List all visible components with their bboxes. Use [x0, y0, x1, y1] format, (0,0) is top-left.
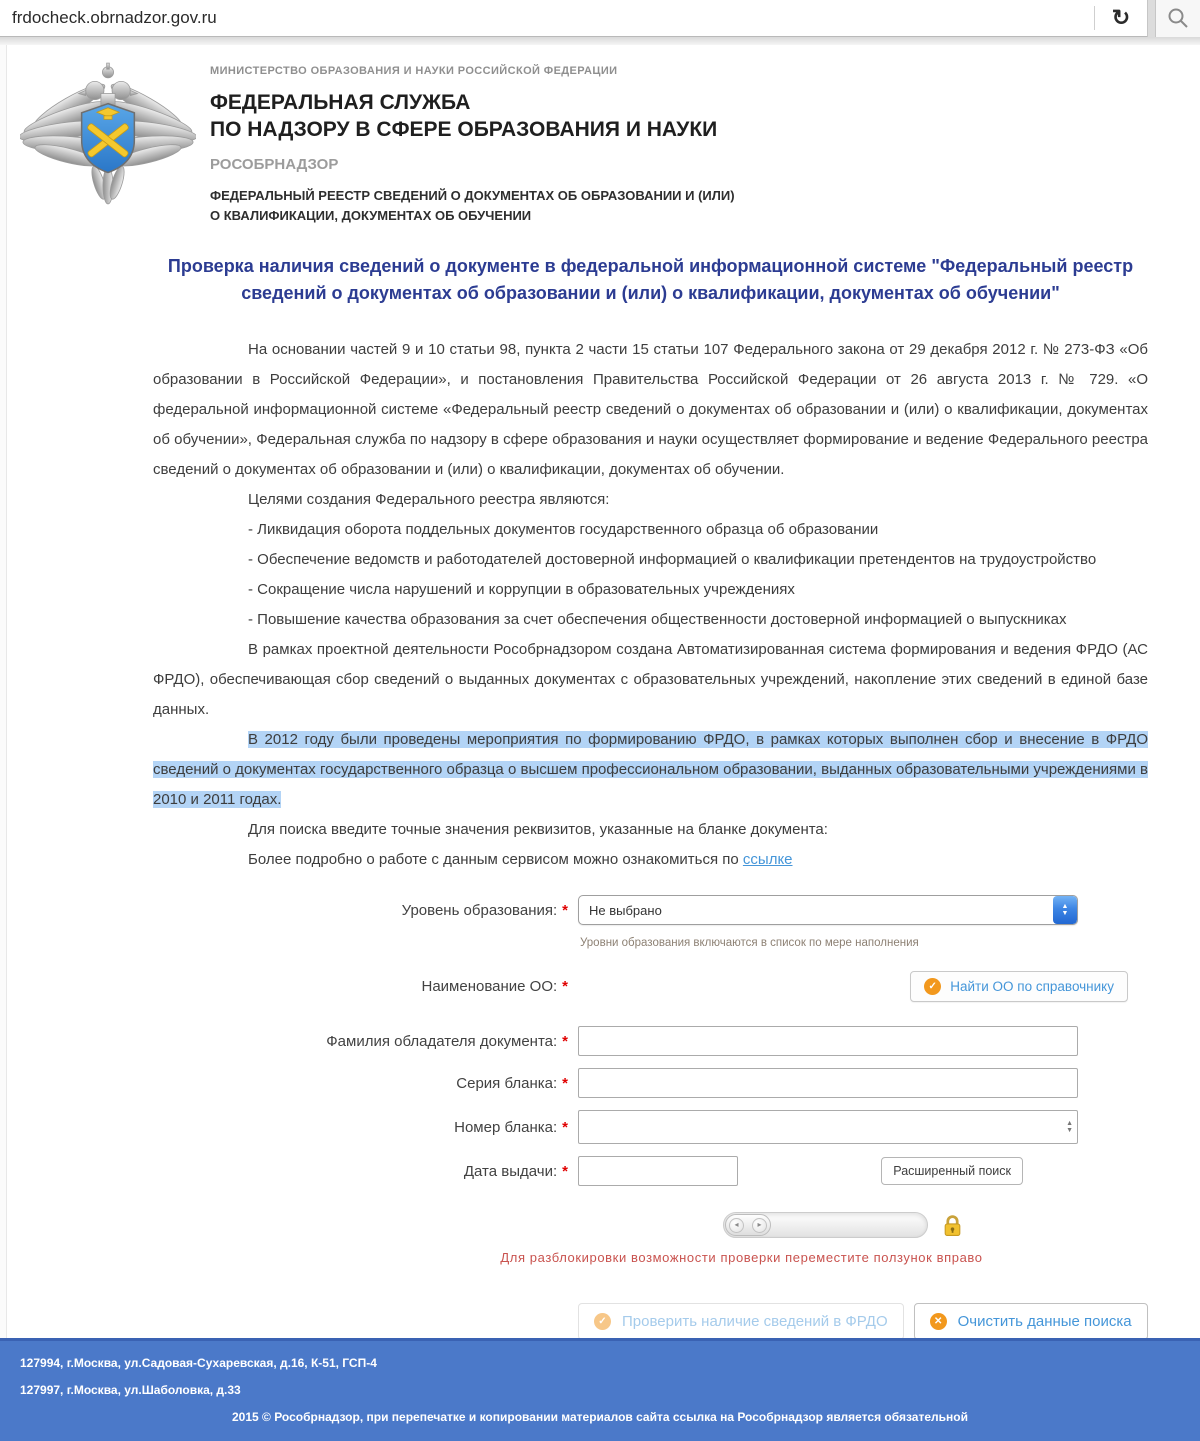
goal-item: - Обеспечение ведомств и работодателей достоверной информацией о квалификации претендентов на трудоустройство	[248, 551, 1097, 569]
surname-input[interactable]	[578, 1026, 1078, 1056]
surname-row	[153, 1026, 1148, 1056]
goal-item: - Ликвидация оборота поддельных документов государственного образца об образовании	[248, 521, 879, 539]
check-frdo-button[interactable]	[578, 1303, 904, 1340]
education-level-helper: Уровни образования включаются в список по мере наполнения	[580, 937, 919, 950]
organization-row	[153, 971, 1148, 1002]
legal-paragraph: На основании частей 9 и 10 статьи 98, пункта 2 части 15 статьи 107 Федерального закона от 29 декабря 2012 г. № 273-ФЗ «Об образовании в Российской Федерации», и постановления Правительства Российской Федерации от 26 августа 2013 г. № 729. «О федеральной информационной системе «Федеральный реестр сведений о документах об образовании и (или) о квалификации, документах об обучении», Федеральная служба по надзору в сфере образования и науки осуществляет формирование и ведение Федерального реестра сведений о документах об образовании и (или) о квалификации, документах об обучении.	[153, 341, 1148, 479]
issue-date-input[interactable]	[578, 1156, 738, 1186]
check-circle-icon: ✓	[594, 1313, 611, 1330]
service-name	[210, 89, 735, 144]
required-asterisk: *	[562, 1118, 568, 1136]
more-info-text: Более подробно о работе с данным сервисом можно ознакомиться по	[248, 851, 743, 869]
registry-name-line1: ФЕДЕРАЛЬНЫЙ РЕЕСТР СВЕДЕНИЙ О ДОКУМЕНТАХ ОБ ОБРАЗОВАНИИ И (ИЛИ)	[210, 187, 735, 203]
short-name: РОСОБРНАДЗОР	[210, 155, 339, 173]
required-asterisk: *	[562, 978, 568, 996]
lock-icon	[942, 1214, 963, 1237]
required-asterisk: *	[562, 1162, 568, 1180]
page-left-gutter	[0, 45, 7, 1338]
more-info-paragraph	[153, 845, 1148, 875]
slider-right-arrow-icon: ▸	[752, 1218, 767, 1233]
ministry-name: МИНИСТЕРСТВО ОБРАЗОВАНИЯ И НАУКИ РОССИЙСКОЙ ФЕДЕРАЦИИ	[210, 65, 618, 77]
surname-label: Фамилия обладателя документа: *	[326, 1032, 568, 1050]
check-circle-icon: ✓	[924, 978, 941, 995]
organization-label: Наименование ОО: *	[421, 978, 568, 996]
page-top-shadow	[0, 37, 1200, 45]
url-input[interactable]: frdocheck.obrnadzor.gov.ru	[12, 8, 217, 27]
required-asterisk: *	[562, 1032, 568, 1050]
goal-item: - Повышение качества образования за счет обеспечения общественности достоверной информацией о выпускниках	[248, 611, 1067, 629]
chrome-separator	[1147, 0, 1156, 37]
clear-search-label: Очистить данные поиска	[957, 1313, 1132, 1331]
clear-circle-icon: ✕	[930, 1313, 947, 1330]
unlock-slider-track[interactable]	[723, 1212, 928, 1238]
slider-left-arrow-icon: ◂	[729, 1218, 744, 1233]
form-actions	[578, 1303, 1148, 1340]
education-level-row	[153, 895, 1148, 925]
selected-text: В 2012 году были проведены мероприятия по формированию ФРДО, в рамках которых выполнен сбор и внесение в ФРДО сведений о документах государственного образца о высшем профессиональном образовании, выданных образовательными учреждениями в 2010 и 2011 годах.	[153, 731, 1148, 809]
advanced-search-button[interactable]: Расширенный поиск	[881, 1157, 1023, 1185]
check-frdo-label: Проверить наличие сведений в ФРДО	[622, 1313, 888, 1331]
search-icon	[1167, 7, 1189, 29]
issue-date-label: Дата выдачи: *	[463, 1162, 568, 1180]
site-footer	[0, 1338, 1200, 1441]
frdo-paragraph: В рамках проектной деятельности Рособрнадзором создана Автоматизированная система формирования и ведения ФРДО (АС ФРДО), обеспечивающая сбор сведений о выданных документах с образовательных учреждений, накопление этих сведений в единой базе данных.	[153, 641, 1148, 719]
reload-button[interactable]	[1095, 7, 1147, 29]
goals-intro: Целями создания Федерального реестра являются:	[248, 491, 610, 509]
goal-item: - Сокращение числа нарушений и коррупции в образовательных учреждениях	[248, 581, 795, 599]
education-level-selected-value: Не выбрано	[589, 902, 662, 918]
required-asterisk: *	[562, 901, 568, 919]
search-button[interactable]	[1156, 0, 1200, 37]
education-level-select[interactable]	[578, 895, 1078, 925]
service-name-line1: ФЕДЕРАЛЬНАЯ СЛУЖБА	[210, 91, 471, 114]
service-name-line2: ПО НАДЗОРУ В СФЕРЕ ОБРАЗОВАНИЯ И НАУКИ	[210, 118, 718, 142]
issue-date-row	[153, 1156, 1148, 1186]
series-label: Серия бланка: *	[456, 1074, 568, 1092]
footer-address-2: 127997, г.Москва, ул.Шаболовка, д.33	[20, 1383, 241, 1397]
number-spinner-icon[interactable]: ▲ ▼	[1066, 1120, 1073, 1135]
frdo-2012-paragraph	[153, 725, 1148, 815]
details-link[interactable]: ссылке	[742, 851, 793, 869]
unlock-slider-hint: Для разблокировки возможности проверки переместите ползунок вправо	[500, 1250, 983, 1266]
series-row	[153, 1068, 1148, 1098]
main-content	[153, 253, 1148, 1376]
required-asterisk: *	[562, 1074, 568, 1092]
registry-name	[210, 186, 735, 228]
rosobrnadzor-emblem-logo	[20, 55, 200, 227]
document-check-form	[153, 895, 1148, 1376]
unlock-slider-handle[interactable]	[725, 1214, 771, 1236]
browser-address-bar	[0, 0, 1200, 37]
find-organization-button[interactable]	[910, 971, 1128, 1002]
search-hint-paragraph: Для поиска введите точные значения реквизитов, указанные на бланке документа:	[248, 821, 828, 839]
clear-search-button[interactable]	[914, 1303, 1148, 1340]
number-row	[153, 1110, 1148, 1144]
unlock-slider-block	[723, 1212, 1148, 1238]
education-level-label: Уровень образования: *	[401, 901, 568, 919]
series-input[interactable]	[578, 1068, 1078, 1098]
site-header	[0, 45, 1200, 227]
registry-name-line2: О КВАЛИФИКАЦИИ, ДОКУМЕНТАХ ОБ ОБУЧЕНИИ	[210, 208, 532, 224]
page-title: Проверка наличия сведений о документе в федеральной информационной системе "Федеральный реестр сведений о документах об образовании и (или) о квалификации, документах об обучении"	[167, 256, 1134, 304]
select-stepper-icon: ▲ ▼	[1053, 896, 1077, 924]
find-organization-label: Найти ОО по справочнику	[950, 979, 1114, 995]
number-label: Номер бланка: *	[454, 1118, 568, 1136]
number-input[interactable]	[578, 1110, 1078, 1144]
footer-address-1: 127994, г.Москва, ул.Садовая-Сухаревская, д.16, К-51, ГСП-4	[20, 1356, 377, 1370]
reload-icon: ↻	[1111, 5, 1131, 30]
footer-copyright: 2015 © Рособрнадзор, при перепечатке и копировании материалов сайта ссылка на Рособрнадзор является обязательной	[232, 1410, 968, 1424]
